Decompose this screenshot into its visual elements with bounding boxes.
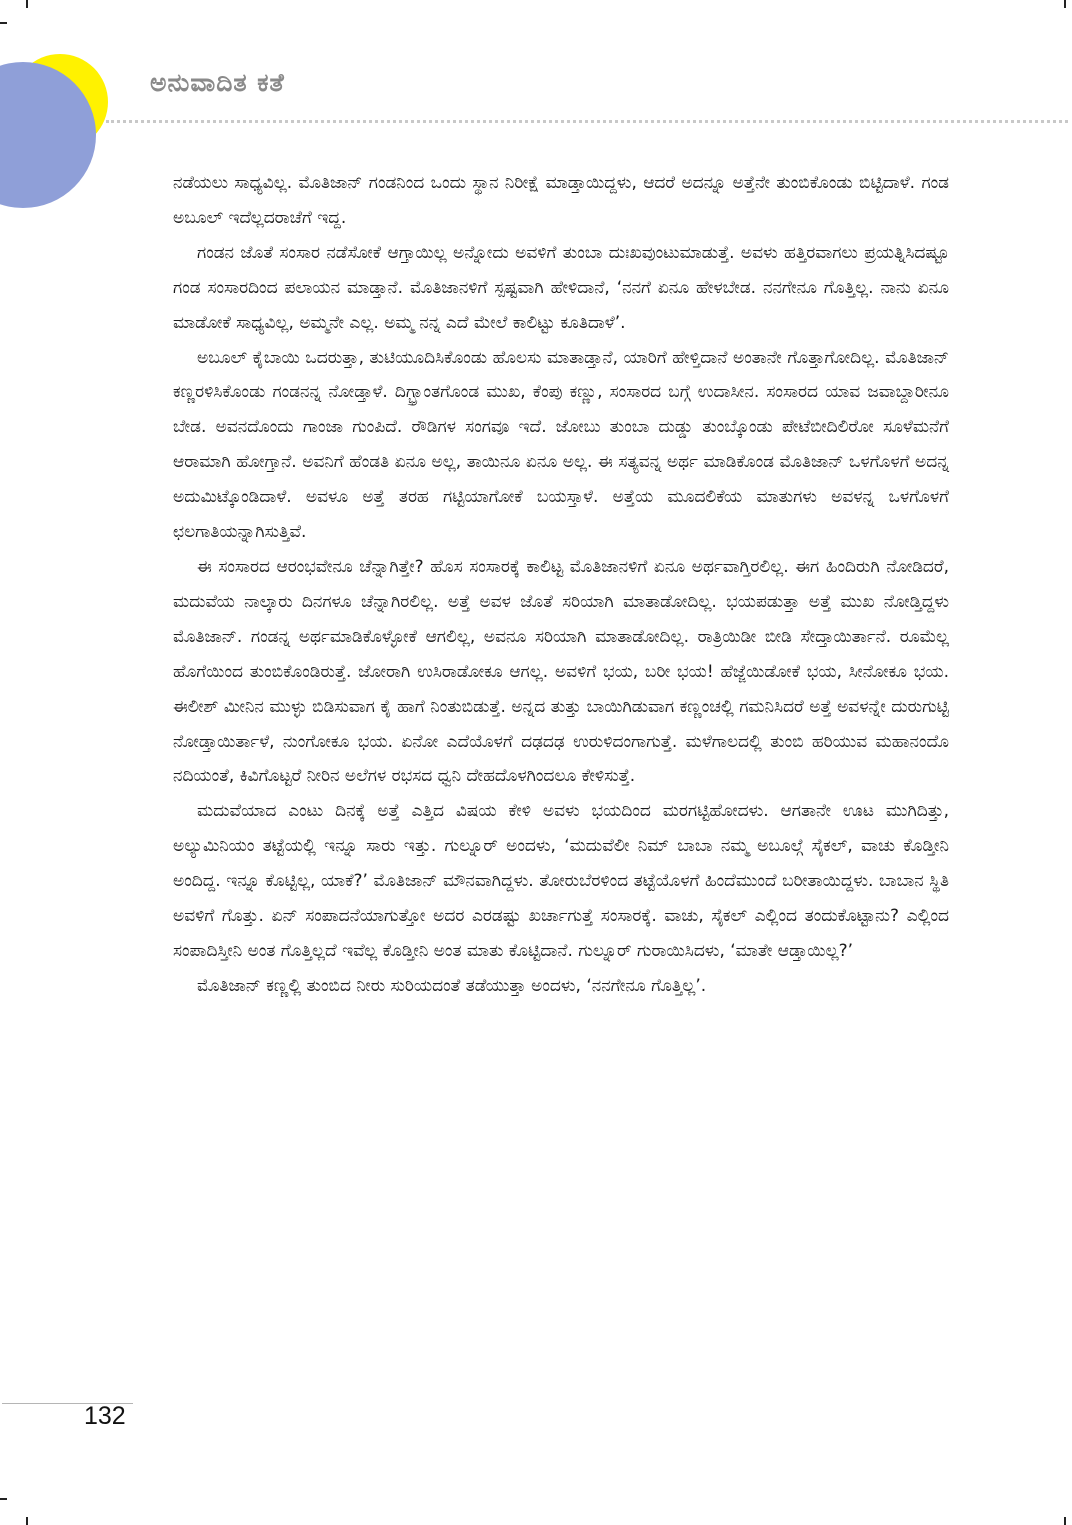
story-body (173, 166, 949, 1004)
header-dotted-rule (106, 120, 1068, 123)
paragraph: ಗಂಡನ ಜೊತೆ ಸಂಸಾರ ನಡೆಸೋಕೆ ಆಗ್ತಾಯಿಲ್ಲ ಅನ್ನೋದು ಅವಳಿಗೆ ತುಂಬಾ ದುಃಖವುಂಟುಮಾಡುತ್ತೆ. ಅವಳು ಹತ್ತಿರವಾಗಲು ಪ್ರಯತ್ನಿಸಿದಷ್ಟೂ ಗಂಡ ಸಂಸಾರದಿಂದ ಪಲಾಯನ ಮಾಡ್ತಾನೆ. ಮೊತಿಜಾನಳಿಗೆ ಸ್ಪಷ್ಟವಾಗಿ ಹೇಳಿದಾನೆ, ‘ನನಗೆ ಏನೂ ಹೇಳಬೇಡ. ನನಗೇನೂ ಗೊತ್ತಿಲ್ಲ. ನಾನು ಏನೂ ಮಾಡೋಕೆ ಸಾಧ್ಯವಿಲ್ಲ, ಅಮ್ಮನೇ ಎಲ್ಲ. ಅಮ್ಮ ನನ್ನ ಎದೆ ಮೇಲೆ ಕಾಲಿಟ್ಟು ಕೂತಿದಾಳೆ’. (173, 242, 949, 333)
page-number: 132 (84, 1402, 126, 1430)
paragraph: ನಡೆಯಲು ಸಾಧ್ಯವಿಲ್ಲ. ಮೊತಿಜಾನ್ ಗಂಡನಿಂದ ಒಂದು ಸ್ಥಾನ ನಿರೀಕ್ಷೆ ಮಾಡ್ತಾಯಿದ್ದಳು, ಆದರೆ ಅದನ್ನೂ ಅತ್ತೆನೇ ತುಂಬಿಕೊಂಡು ಬಿಟ್ಟಿದಾಳೆ. ಗಂಡ ಅಬೂಲ್ ಇದೆಲ್ಲದರಾಚೆಗೆ ಇದ್ದ. (173, 173, 949, 228)
crop-mark (26, 0, 28, 8)
crop-mark (26, 1517, 28, 1525)
paragraph: ಮೊತಿಜಾನ್ ಕಣ್ಣಲ್ಲಿ ತುಂಬಿದ ನೀರು ಸುರಿಯದಂತೆ ತಡೆಯುತ್ತಾ ಅಂದಳು, ‘ನನಗೇನೂ ಗೊತ್ತಿಲ್ಲ’. (197, 975, 707, 996)
crop-mark (1064, 0, 1066, 8)
crop-mark (0, 1498, 7, 1500)
paragraph: ಈ ಸಂಸಾರದ ಆರಂಭವೇನೂ ಚೆನ್ನಾಗಿತ್ತೇ? ಹೊಸ ಸಂಸಾರಕ್ಕೆ ಕಾಲಿಟ್ಟ ಮೊತಿಜಾನಳಿಗೆ ಏನೂ ಅರ್ಥವಾಗ್ತಿರಲಿಲ್ಲ. ಈಗ ಹಿಂದಿರುಗಿ ನೋಡಿದರೆ, ಮದುವೆಯ ನಾಲ್ಕಾರು ದಿನಗಳೂ ಚೆನ್ನಾಗಿರಲಿಲ್ಲ. ಅತ್ತೆ ಅವಳ ಜೊತೆ ಸರಿಯಾಗಿ ಮಾತಾಡೋದಿಲ್ಲ. ಭಯಪಡುತ್ತಾ ಅತ್ತೆ ಮುಖ ನೋಡ್ತಿದ್ದಳು ಮೊತಿಜಾನ್. ಗಂಡನ್ನ ಅರ್ಥಮಾಡಿಕೊಳ್ಳೋಕೆ ಆಗಲಿಲ್ಲ, ಅವನೂ ಸರಿಯಾಗಿ ಮಾತಾಡೋದಿಲ್ಲ. ರಾತ್ರಿಯಿಡೀ ಬೀಡಿ ಸೇದ್ತಾಯಿರ್ತಾನೆ. ರೂಮೆಲ್ಲ ಹೊಗೆಯಿಂದ ತುಂಬಿಕೊಂಡಿರುತ್ತೆ. ಜೋರಾಗಿ ಉಸಿರಾಡೋಕೂ ಆಗಲ್ಲ. ಅವಳಿಗೆ ಭಯ, ಬರೀ ಭಯ! ಹೆಜ್ಜೆಯಿಡೋಕೆ ಭಯ, ಸೀನೋಕೂ ಭಯ. ಈಲೀಶ್ ಮೀನಿನ ಮುಳ್ಳು ಬಿಡಿಸುವಾಗ ಕೈ ಹಾಗೆ ನಿಂತುಬಿಡುತ್ತೆ. ಅನ್ನದ ತುತ್ತು ಬಾಯಿಗಿಡುವಾಗ ಕಣ್ಣಂಚಲ್ಲಿ ಗಮನಿಸಿದರೆ ಅತ್ತೆ ಅವಳನ್ನೇ ದುರುಗುಟ್ಟಿ ನೋಡ್ತಾಯಿರ್ತಾಳೆ, ನುಂಗೋಕೂ ಭಯ. ಏನೋ ಎದೆಯೊಳಗೆ ದಢದಢ ಉರುಳಿದಂಗಾಗುತ್ತೆ. ಮಳೆಗಾಲದಲ್ಲಿ ತುಂಬಿ ಹರಿಯುವ ಮಹಾನಂದೊ ನದಿಯಂತೆ, ಕಿವಿಗೊಟ್ಟರೆ ನೀರಿನ ಅಲೆಗಳ ರಭಸದ ಧ್ವನಿ ದೇಹದೊಳಗಿಂದಲೂ ಕೇಳಿಸುತ್ತೆ. (173, 556, 949, 787)
crop-mark (0, 22, 7, 24)
paragraph: ಅಬೂಲ್ ಕೈಬಾಯಿ ಒದರುತ್ತಾ, ತುಟಿಯೂದಿಸಿಕೊಂಡು ಹೊಲಸು ಮಾತಾಡ್ತಾನೆ, ಯಾರಿಗೆ ಹೇಳ್ತಿದಾನೆ ಅಂತಾನೇ ಗೊತ್ತಾಗೋದಿಲ್ಲ. ಮೊತಿಜಾನ್ ಕಣ್ಣರಳಿಸಿಕೊಂಡು ಗಂಡನನ್ನ ನೋಡ್ತಾಳೆ. ದಿಗ್ಭ್ರಾಂತಗೊಂಡ ಮುಖ, ಕೆಂಪು ಕಣ್ಣು, ಸಂಸಾರದ ಬಗ್ಗೆ ಉದಾಸೀನ. ಸಂಸಾರದ ಯಾವ ಜವಾಬ್ದಾರೀನೂ ಬೇಡ. ಅವನದೊಂದು ಗಾಂಜಾ ಗುಂಪಿದೆ. ರೌಡಿಗಳ ಸಂಗವೂ ಇದೆ. ಜೋಬು ತುಂಬಾ ದುಡ್ಡು ತುಂಬ್ಕೊಂಡು ಪೇಟೆಬೀದಿಲಿರೋ ಸೂಳೆಮನೆಗೆ ಆರಾಮಾಗಿ ಹೋಗ್ತಾನೆ. ಅವನಿಗೆ ಹೆಂಡತಿ ಏನೂ ಅಲ್ಲ, ತಾಯಿನೂ ಏನೂ ಅಲ್ಲ. ಈ ಸತ್ಯವನ್ನ ಅರ್ಥ ಮಾಡಿಕೊಂಡ ಮೊತಿಜಾನ್ ಒಳಗೊಳಗೆ ಅದನ್ನ ಅದುಮಿಟ್ಕೊಂಡಿದಾಳೆ. ಅವಳೂ ಅತ್ತೆ ತರಹ ಗಟ್ಟಿಯಾಗೋಕೆ ಬಯಸ್ತಾಳೆ. ಅತ್ತೆಯ ಮೂದಲಿಕೆಯ ಮಾತುಗಳು ಅವಳನ್ನ ಒಳಗೊಳಗೆ ಛಲಗಾತಿಯನ್ನಾಗಿಸುತ್ತಿವೆ. (173, 347, 949, 543)
paragraph: ಮದುವೆಯಾದ ಎಂಟು ದಿನಕ್ಕೆ ಅತ್ತೆ ಎತ್ತಿದ ವಿಷಯ ಕೇಳಿ ಅವಳು ಭಯದಿಂದ ಮರಗಟ್ಟಿಹೋದಳು. ಆಗತಾನೇ ಊಟ ಮುಗಿದಿತ್ತು, ಅಲ್ಯುಮಿನಿಯಂ ತಟ್ಟೆಯಲ್ಲಿ ಇನ್ನೂ ಸಾರು ಇತ್ತು. ಗುಲ್ನೂರ್ ಅಂದಳು, ‘ಮದುವೆಲೀ ನಿಮ್ ಬಾಬಾ ನಮ್ಮ ಅಬೂಲ್ಗೆ ಸೈಕಲ್, ವಾಚು ಕೊಡ್ತೀನಿ ಅಂದಿದ್ದ. ಇನ್ನೂ ಕೊಟ್ಟಿಲ್ಲ, ಯಾಕೆ?’ ಮೊತಿಜಾನ್ ಮೌನವಾಗಿದ್ದಳು. ತೋರುಬೆರಳಿಂದ ತಟ್ಟೆಯೊಳಗೆ ಹಿಂದೆಮುಂದೆ ಬರೀತಾಯಿದ್ದಳು. ಬಾಬಾನ ಸ್ಥಿತಿ ಅವಳಿಗೆ ಗೊತ್ತು. ಏನ್ ಸಂಪಾದನೆಯಾಗುತ್ತೋ ಅದರ ಎರಡಷ್ಟು ಖರ್ಚಾಗುತ್ತೆ ಸಂಸಾರಕ್ಕೆ. ವಾಚು, ಸೈಕಲ್ ಎಲ್ಲಿಂದ ತಂದುಕೊಟ್ಟಾನು? ಎಲ್ಲಿಂದ ಸಂಪಾದಿಸ್ತೀನಿ ಅಂತ ಗೊತ್ತಿಲ್ಲದೆ ಇವೆಲ್ಲ ಕೊಡ್ತೀನಿ ಅಂತ ಮಾತು ಕೊಟ್ಟಿದಾನೆ. ಗುಲ್ನೂರ್ ಗುರಾಯಿಸಿದಳು, ‘ಮಾತೇ ಆಡ್ತಾಯಿಲ್ಲ?’ (173, 801, 949, 961)
crop-mark (1064, 1517, 1066, 1525)
section-title: ಅನುವಾದಿತ ಕತೆ (150, 68, 285, 97)
